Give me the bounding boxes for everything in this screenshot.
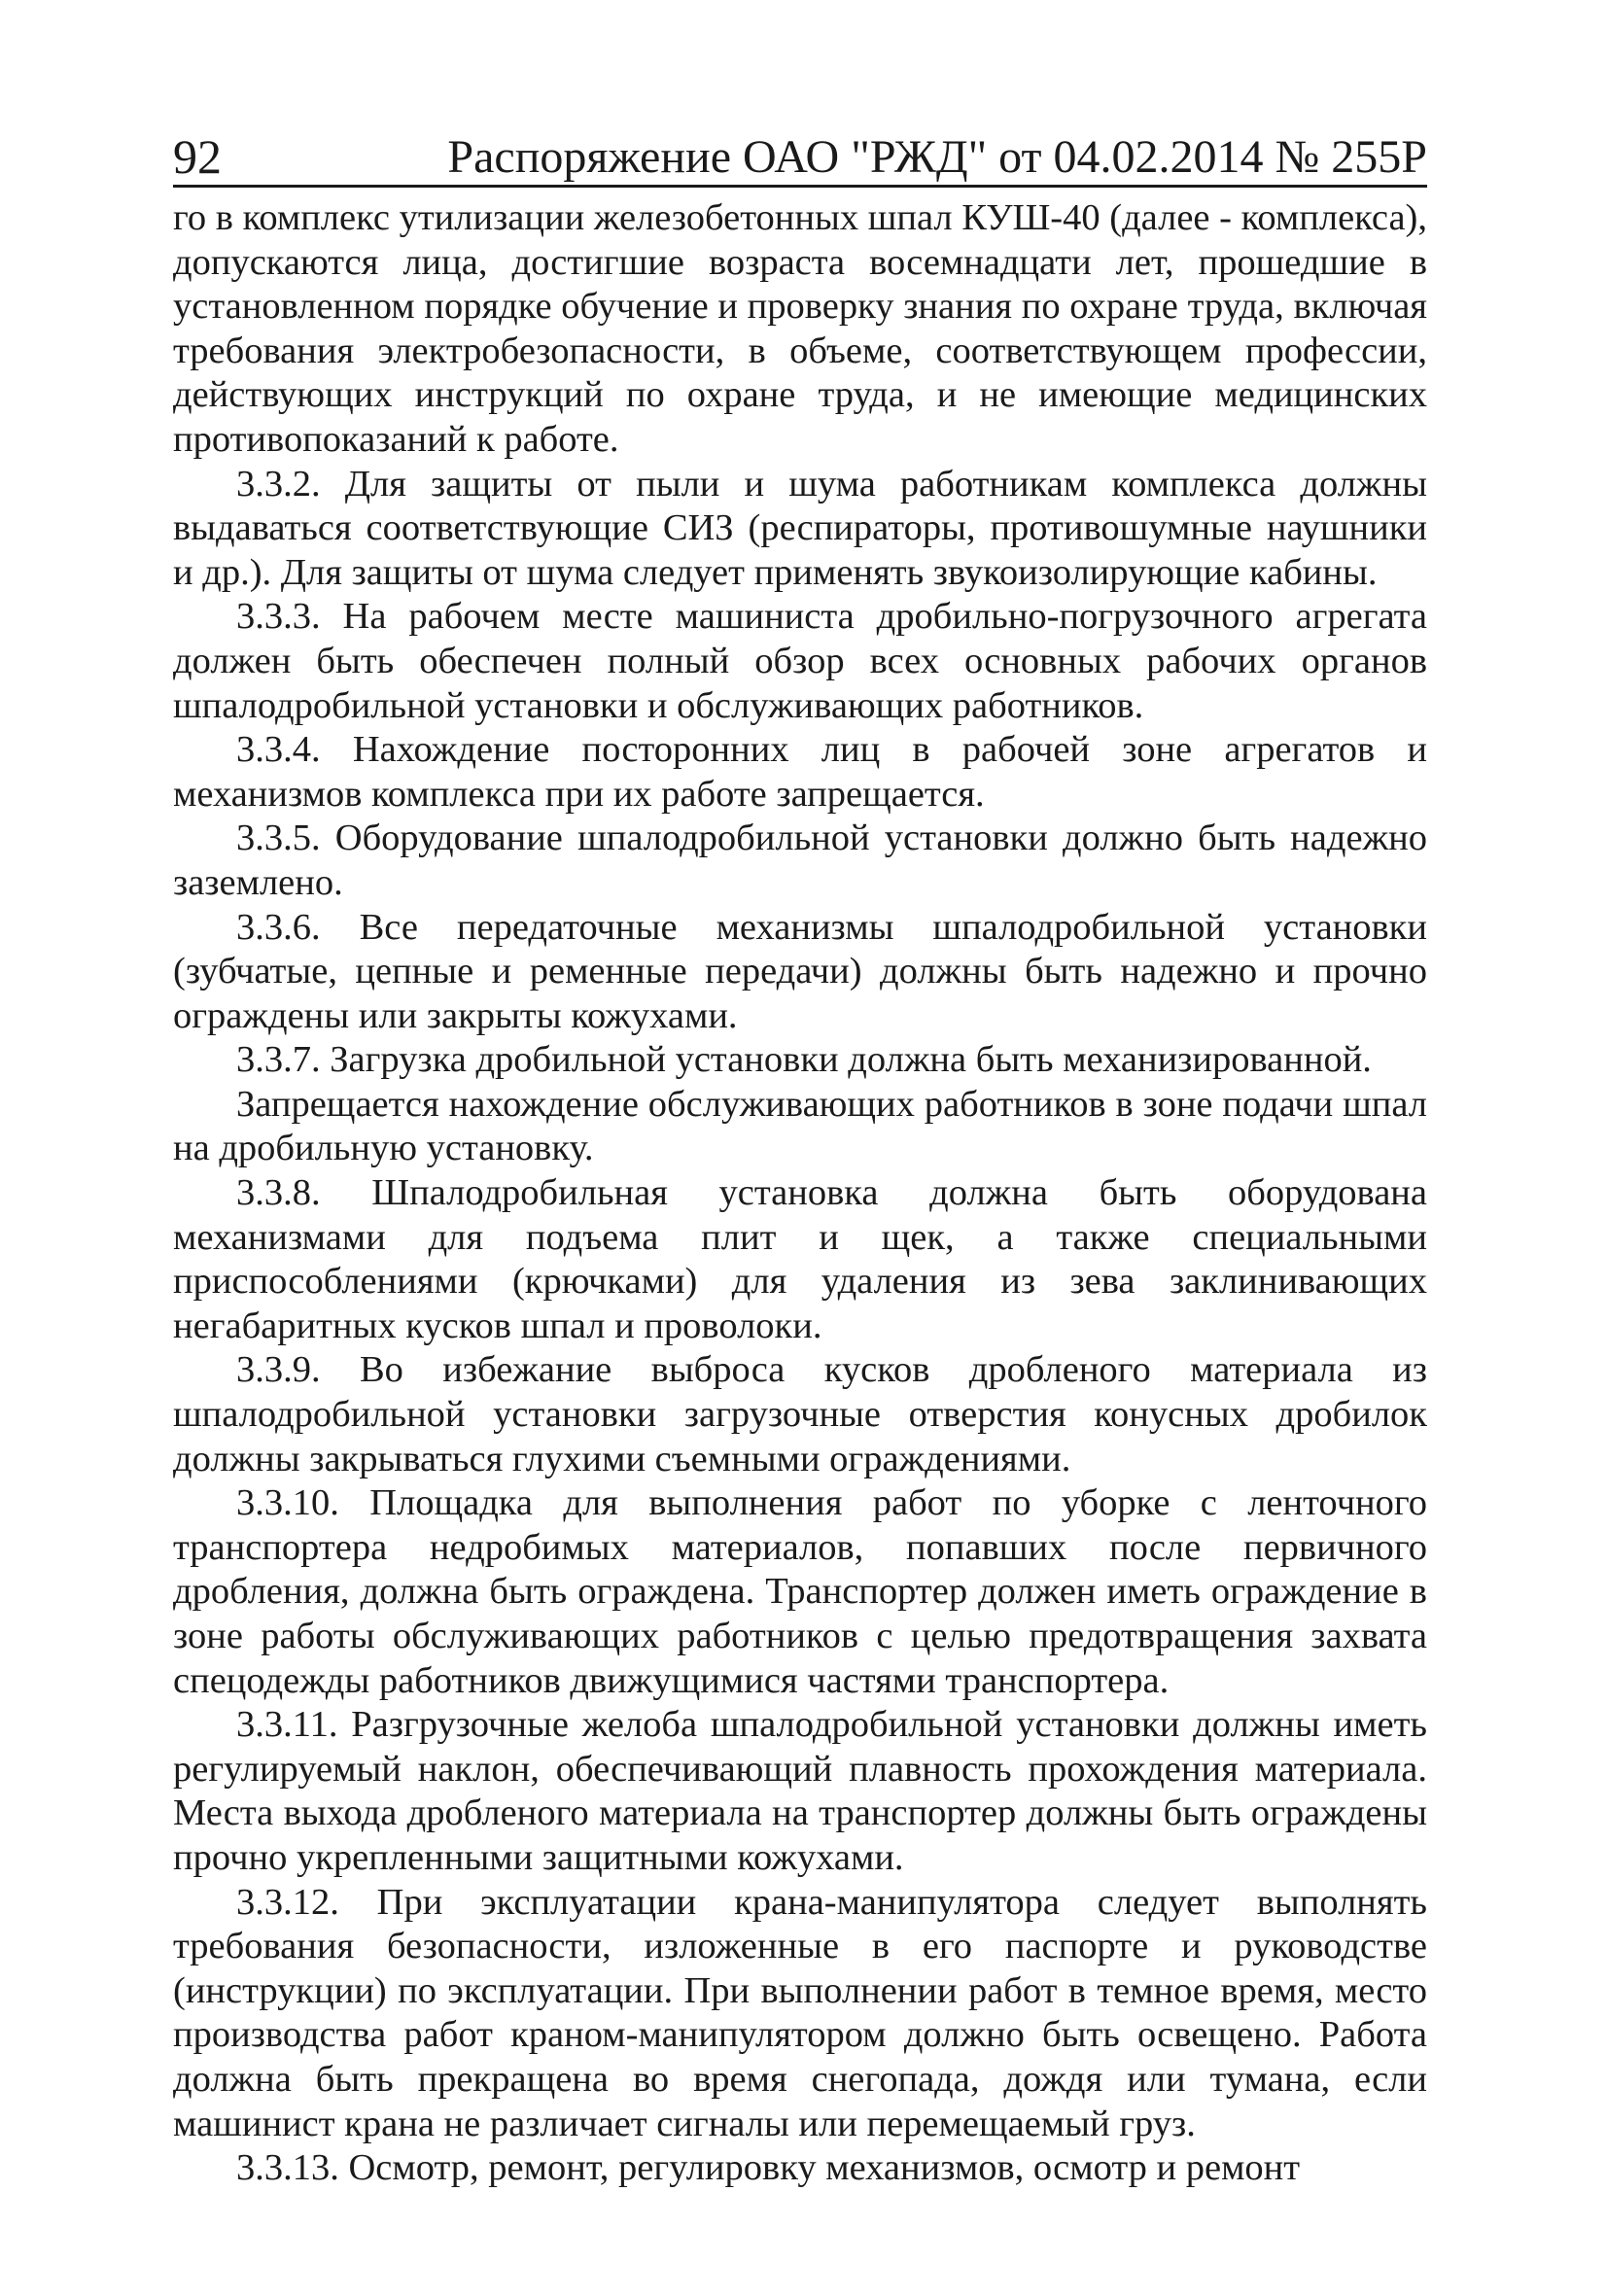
paragraph-3-3-11: 3.3.11. Разгрузочные желоба шпалодробильной установки должны иметь регулируемый наклон, обеспечивающий плавность прохождения материала. Места выхода дробленого материала на транспортер должны быть ограждены прочно укрепленными защитными кожухами.: [173, 1704, 1427, 1878]
paragraph-3-3-6: 3.3.6. Все передаточные механизмы шпалодробильной установки (зубчатые, цепные и ременные передачи) должны быть надежно и прочно ограждены или закрыты кожухами.: [173, 906, 1427, 1036]
paragraph-3-3-4: 3.3.4. Нахождение посторонних лиц в рабочей зоне агрегатов и механизмов комплекса при их работе запрещается.: [173, 729, 1427, 815]
document-title: Распоряжение ОАО "РЖД" от 04.02.2014 № 255Р: [447, 131, 1427, 183]
paragraph-3-3-7-continued: Запрещается нахождение обслуживающих работников в зоне подачи шпал на дробильную установку.: [173, 1083, 1427, 1169]
page-number: 92: [173, 129, 222, 184]
paragraph-3-3-13: 3.3.13. Осмотр, ремонт, регулировку механизмов, осмотр и ремонт: [236, 2147, 1301, 2189]
page-header: [173, 115, 1427, 188]
paragraph-3-3-12: 3.3.12. При эксплуатации крана-манипулятора следует выполнять требования безопасности, изложенные в его паспорте и руководстве (инструкции) по эксплуатации. При выполнении работ в темное время, место производства работ краном-манипулятором должно быть освещено. Работа должна быть прекращена во время снегопада, дождя или тумана, если машинист крана не различает сигналы или перемещаемый груз.: [173, 1881, 1427, 2144]
paragraph-3-3-9: 3.3.9. Во избежание выброса кусков дробленого материала из шпалодробильной установки загрузочные отверстия конусных дробилок должны закрываться глухими съемными ограждениями.: [173, 1349, 1427, 1479]
document-body: [173, 196, 1427, 2191]
paragraph-3-3-7: 3.3.7. Загрузка дробильной установки должна быть механизированной.: [236, 1039, 1372, 1081]
paragraph-3-3-2: 3.3.2. Для защиты от пыли и шума работникам комплекса должны выдаваться соответствующие СИЗ (респираторы, противошумные наушники и др.). Для защиты от шума следует применять звукоизолирующие кабины.: [173, 463, 1427, 593]
paragraph-3-3-8: 3.3.8. Шпалодробильная установка должна быть оборудована механизмами для подъема плит и щек, а также специальными приспособлениями (крючками) для удаления из зева заклинивающих негабаритных кусков шпал и проволоки.: [173, 1172, 1427, 1346]
paragraph-continuation: го в комплекс утилизации железобетонных шпал КУШ-40 (далее - комплекса), допускаются лица, достигшие возраста восемнадцати лет, прошедшие в установленном порядке обучение и проверку знания по охране труда, включая требования электробезопасности, в объеме, соответствующем профессии, действующих инструкций по охране труда, и не имеющие медицинских противопоказаний к работе.: [173, 197, 1427, 460]
paragraph-3-3-5: 3.3.5. Оборудование шпалодробильной установки должно быть надежно заземлено.: [173, 818, 1427, 903]
paragraph-3-3-10: 3.3.10. Площадка для выполнения работ по уборке с ленточного транспортера недробимых материалов, попавших после первичного дробления, должна быть ограждена. Транспортер должен иметь ограждение в зоне работы обслуживающих работников с целью предотвращения захвата спецодежды работников движущимися частями транспортера.: [173, 1482, 1427, 1701]
paragraph-3-3-3: 3.3.3. На рабочем месте машиниста дробильно-погрузочного агрегата должен быть обеспечен полный обзор всех основных рабочих органов шпалодробильной установки и обслуживающих работников.: [173, 596, 1427, 726]
